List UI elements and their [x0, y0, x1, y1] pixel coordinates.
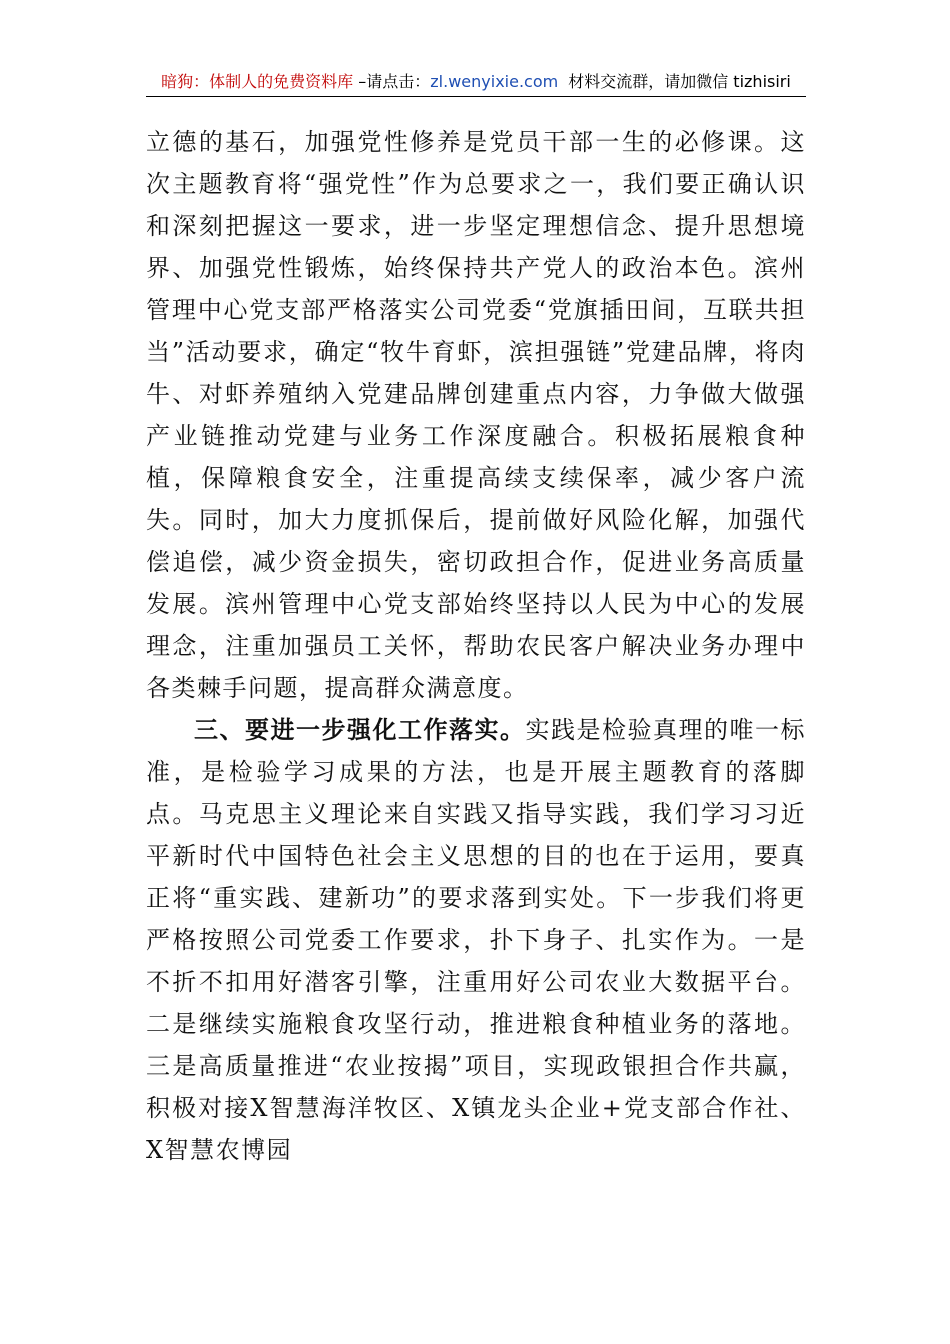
header-divider	[146, 96, 806, 97]
page-header	[146, 70, 806, 96]
header-brand: 暗狗：体制人的免费资料库	[161, 72, 354, 91]
document-body	[146, 121, 806, 1171]
header-link[interactable]: zl.wenyixie.com	[430, 72, 559, 91]
section-three-paragraph	[146, 709, 806, 1171]
paragraph-continuation: 立德的基石，加强党性修养是党员干部一生的必修课。这次主题教育将“强党性”作为总要求之一，我们要正确认识和深刻把握这一要求，进一步坚定理想信念、提升思想境界、加强党性锻炼，始终保持共产党人的政治本色。滨州管理中心党支部严格落实公司党委“党旗插田间，互联共担当”活动要求，确定“牧牛育虾，滨担强链”党建品牌，将肉牛、对虾养殖纳入党建品牌创建重点内容，力争做大做强产业链推动党建与业务工作深度融合。积极拓展粮食种植，保障粮食安全，注重提高续支续保率，减少客户流失。同时，加大力度抓保后，提前做好风险化解，加强代偿追偿，减少资金损失，密切政担合作，促进业务高质量发展。滨州管理中心党支部始终坚持以人民为中心的发展理念，注重加强员工关怀，帮助农民客户解决业务办理中各类棘手问题，提高群众满意度。	[146, 128, 806, 702]
header-note: 材料交流群，请加微信 tizhisiri	[568, 72, 791, 91]
section-three-heading: 三、要进一步强化工作落实。	[194, 716, 526, 744]
section-three-text: 实践是检验真理的唯一标准，是检验学习成果的方法，也是开展主题教育的落脚点。马克思主义理论来自实践又指导实践，我们学习习近平新时代中国特色社会主义思想的目的也在于运用，要真正将“重实践、建新功”的要求落到实处。下一步我们将更严格按照公司党委工作要求，扑下身子、扎实作为。一是不折不扣用好潜客引擎，注重用好公司农业大数据平台。二是继续实施粮食攻坚行动，推进粮食种植业务的落地。三是高质量推进“农业按揭”项目，实现政银担合作共赢，积极对接X智慧海洋牧区、X镇龙头企业+党支部合作社、X智慧农博园	[146, 716, 806, 1164]
header-cta: –请点击：	[353, 72, 431, 91]
